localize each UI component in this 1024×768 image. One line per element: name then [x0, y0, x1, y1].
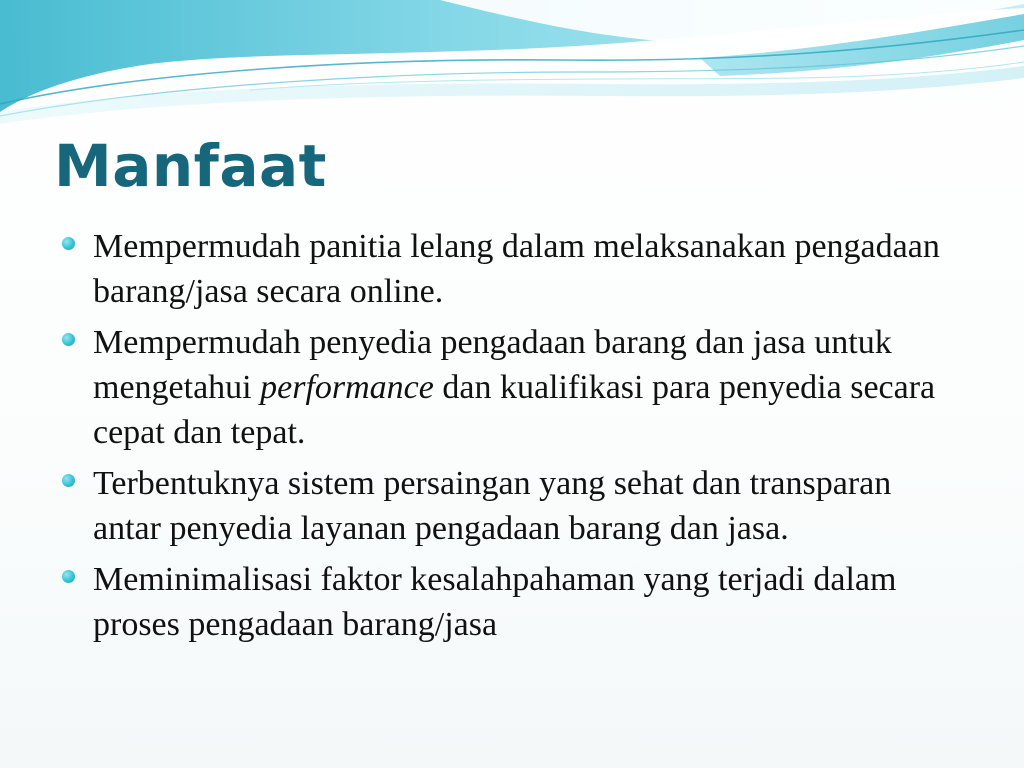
bullet-list	[62, 224, 962, 653]
bullet-text	[93, 465, 891, 547]
bullet-icon	[62, 237, 75, 250]
bullet-text	[93, 324, 935, 451]
bullet-text-part-italic: performance	[260, 369, 434, 406]
bullet-item	[62, 320, 962, 455]
bullet-icon	[62, 333, 75, 346]
bullet-text-part: Meminimalisasi faktor kesalahpahaman yang terjadi dalam proses pengadaan barang/jasa	[93, 561, 897, 643]
bullet-text-part: Mempermudah penyedia pengadaan barang dan jasa untuk mengetahui	[93, 324, 892, 406]
bullet-text-part: Mempermudah panitia lelang dalam melaksanakan pengadaan barang/jasa secara online.	[93, 228, 940, 310]
bullet-item	[62, 557, 962, 647]
bullet-text	[93, 561, 896, 643]
bullet-item	[62, 224, 962, 314]
bullet-icon	[62, 474, 75, 487]
bullet-text	[93, 228, 940, 310]
slide-title: Manfaat	[54, 132, 327, 200]
bullet-text-part: dan kualifikasi para penyedia secara cepat dan tepat.	[93, 369, 936, 451]
bullet-icon	[62, 570, 75, 583]
wave-header-decoration	[0, 0, 1024, 130]
bullet-text-part: Terbentuknya sistem persaingan yang sehat dan transparan antar penyedia layanan pengadaan barang dan jasa.	[93, 465, 892, 547]
bullet-item	[62, 461, 962, 551]
